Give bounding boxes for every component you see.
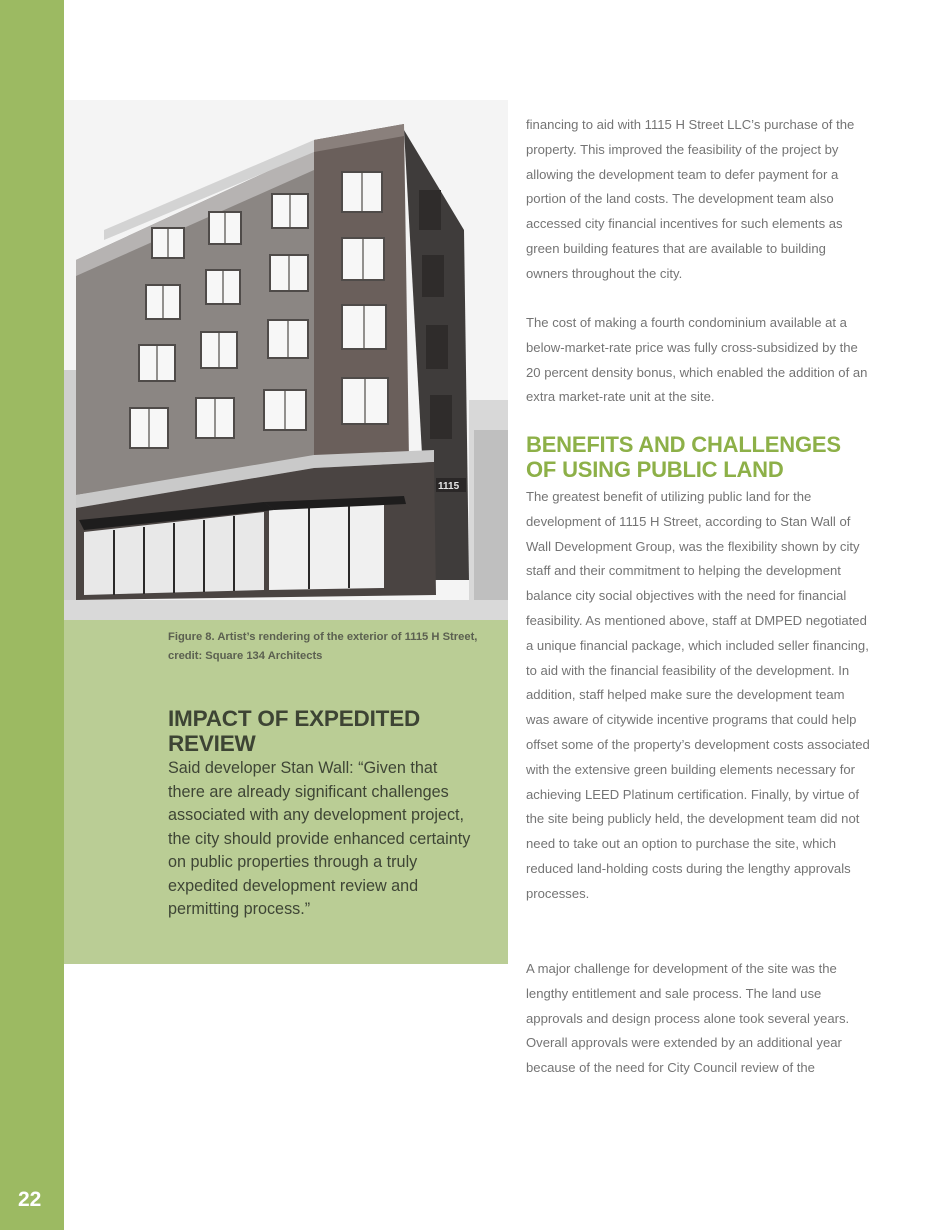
right-column-paragraph-1	[526, 113, 871, 287]
right-column-paragraph-3	[526, 485, 871, 907]
right-column-paragraph-2	[526, 311, 871, 410]
body-text: The greatest benefit of utilizing public land for the development of 1115 H Street, according to Stan Wall of Wall Development Group, was the flexibility shown by city staff and their commitment to helping the development balance city social objectives with the need for financial feasibility. As mentioned above, staff at DMPED negotiated a unique financial package, which included seller financing, to aid with the financial feasibility of the development. In addition, staff helped make sure the development team was aware of citywide incentive programs that could help offset some of the property’s development costs associated with the extensive green building elements necessary for achieving LEED Platinum certification. Finally, by virtue of the site being publicly held, the development team did not need to take out an option to purchase the site, which reduced land-holding costs during the lengthy approvals processes.	[526, 489, 870, 901]
body-text: financing to aid with 1115 H Street LLC’s purchase of the property. This improved the feasibility of the project by allowing the development team to defer payment for a portion of the land costs. The development team also accessed city financial incentives for such elements as green building features that are available to building owners throughout the city.	[526, 117, 855, 281]
sidebar-box-heading: IMPACT OF EXPEDITED REVIEW	[168, 706, 421, 756]
body-text: A major challenge for development of the site was the lengthy entitlement and sale process. The land use approvals and design process alone took several years. Overall approvals were extended by an additional year because of the need for City Council review of the	[526, 961, 850, 1076]
section-heading: BENEFITS AND CHALLENGES OF USING PUBLIC LAND	[526, 432, 841, 482]
building-rendering-image	[64, 100, 508, 620]
page-number: 22	[18, 1188, 42, 1211]
sidebar-box-quote: Said developer Stan Wall: “Given that there are already significant challenges associated with any development project, the city should provide enhanced certainty on public properties through a truly expedited development review and permitting process.”	[168, 759, 471, 918]
right-column-paragraph-4	[526, 957, 871, 1081]
page-sidebar-band	[0, 0, 64, 1230]
figure-caption: Figure 8. Artist’s rendering of the exterior of 1115 H Street, credit: Square 134 Architects	[168, 631, 478, 662]
building-address-sign: 1115	[438, 481, 460, 492]
body-text: The cost of making a fourth condominium available at a below-market-rate price was fully cross-subsidized by the 20 percent density bonus, which enabled the addition of an extra market-rate unit at the site.	[526, 315, 868, 405]
